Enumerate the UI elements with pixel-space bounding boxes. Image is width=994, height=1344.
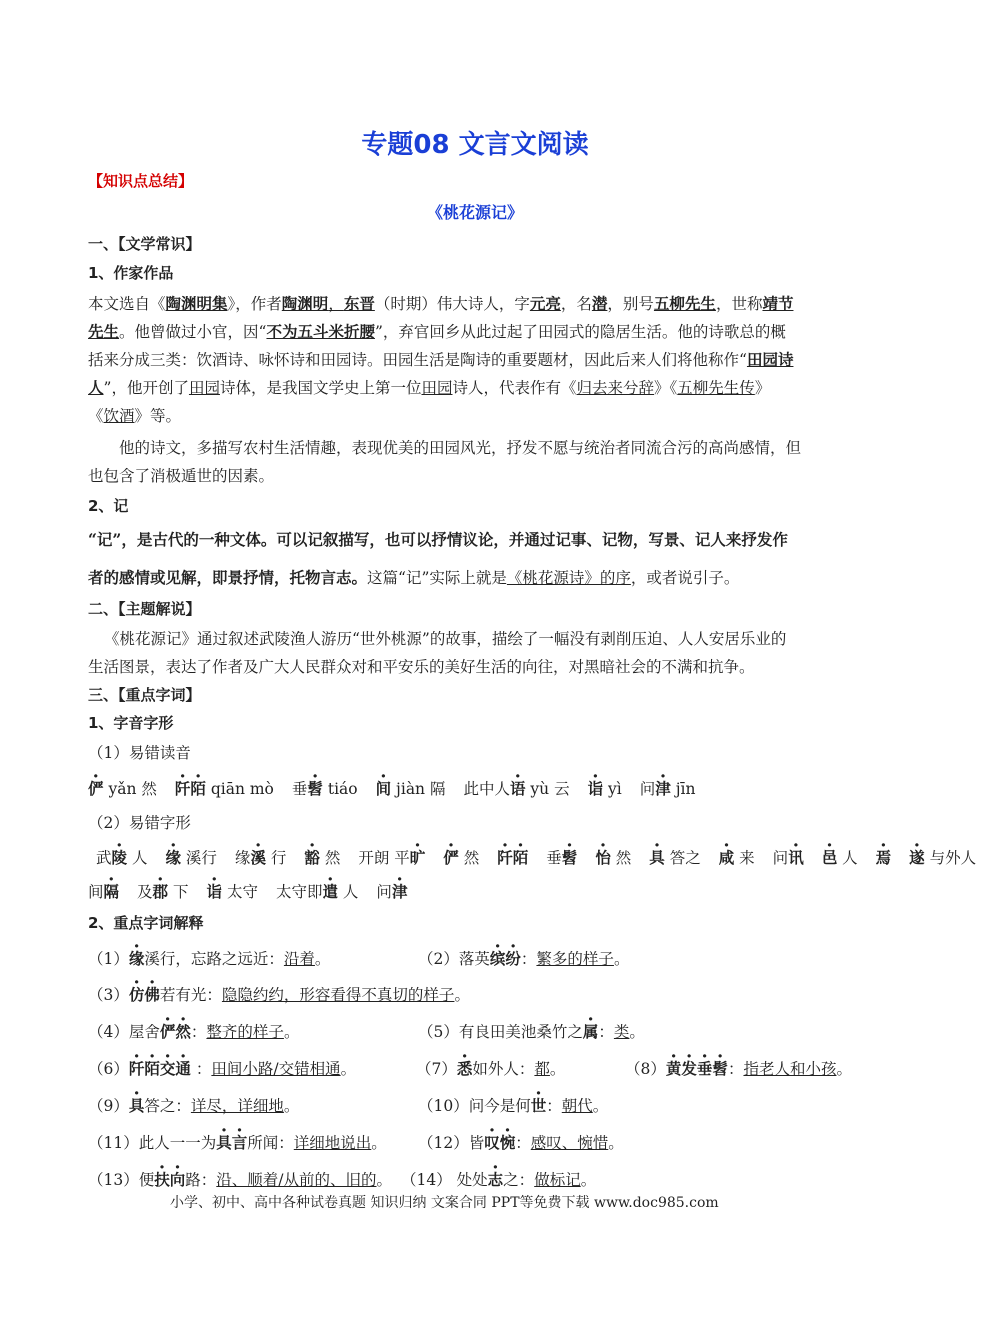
dotted-char: 世 <box>530 1096 547 1115</box>
dotted-char: 缘 <box>128 949 145 968</box>
dotted-char: 津 <box>655 779 671 798</box>
subheading-ji: 2、记 <box>88 497 129 515</box>
definition-end: 。 <box>376 1171 393 1189</box>
dotted-char: 陵 <box>111 848 128 867</box>
definition-prefix: （2）落英 <box>418 950 490 968</box>
word-item <box>175 780 274 798</box>
definition-answer: 指老人和小孩 <box>743 1060 837 1078</box>
definition-answer: 沿、顺着/从前的、旧的 <box>216 1171 377 1189</box>
dotted-char: 言 <box>231 1133 248 1152</box>
word-item <box>358 849 425 867</box>
word-rest: 来 <box>734 849 755 867</box>
word-rest: 然 <box>319 849 341 867</box>
word-item <box>463 780 569 798</box>
dotted-char: 髫 <box>307 779 323 798</box>
definition-mid: ： <box>515 1134 531 1152</box>
definition-end: 。 <box>836 1060 852 1078</box>
dotted-char: 陌 <box>512 848 529 867</box>
dotted-char: 扶 <box>154 1170 170 1189</box>
definition-prefix: （6） <box>88 1060 129 1078</box>
word-prefix: 垂 <box>546 849 562 867</box>
word-rest: 行 <box>265 849 287 867</box>
theme-line2: 生活图景，表达了作者及广大人民群众对和平安乐的美好生活的向往，对黑暗社会的不满和抗争。 <box>88 658 755 676</box>
dotted-char: 讯 <box>788 848 804 867</box>
word-item <box>588 780 622 798</box>
definition-end: 。 <box>580 1171 597 1189</box>
dotted-char: 怡 <box>595 848 611 867</box>
dotted-char: 髫 <box>712 1059 728 1078</box>
definition-end: 。 <box>613 950 630 968</box>
definition-item <box>88 1094 299 1116</box>
subheading-author: 1、作家作品 <box>88 264 174 282</box>
word-item <box>235 849 286 867</box>
word-item <box>88 883 119 901</box>
word-prefix: 间 <box>88 883 104 901</box>
definition-answer: 感叹、惋惜 <box>530 1134 609 1152</box>
word-rest: yǎn 然 <box>103 780 157 798</box>
dotted-char: 具 <box>128 1096 145 1115</box>
dotted-char: 间 <box>375 779 392 798</box>
word-item <box>649 849 700 867</box>
definition-prefix: （14） 处处 <box>401 1171 488 1189</box>
definition-item <box>88 947 330 969</box>
dotted-char: 隔 <box>103 882 120 901</box>
dotted-char: 郡 <box>152 882 169 901</box>
word-item <box>376 883 407 901</box>
dotted-char: 发 <box>681 1059 697 1078</box>
word-item <box>88 780 157 798</box>
dotted-char: 阡 <box>174 779 191 798</box>
dotted-char: 陌 <box>144 1059 160 1078</box>
dotted-char: 豁 <box>304 848 320 867</box>
dotted-char: 志 <box>487 1170 504 1189</box>
dotted-char: 旷 <box>409 848 426 867</box>
definition-item <box>418 947 629 969</box>
definition-item <box>88 983 470 1005</box>
definition-prefix: （9） <box>88 1097 129 1115</box>
definition-item <box>625 1057 852 1079</box>
definition-end: 。 <box>371 1134 387 1152</box>
dotted-char: 交 <box>159 1059 176 1078</box>
word-item <box>165 849 216 867</box>
dotted-char: 悉 <box>456 1059 473 1078</box>
definition-end: 。 <box>283 1023 300 1041</box>
definition-mid: ： <box>598 1023 614 1041</box>
text-title: 《桃花源记》 <box>426 203 523 222</box>
definition-mid: ： <box>190 1023 207 1041</box>
definition-mid: 之： <box>503 1171 535 1189</box>
dotted-char: 遂 <box>909 848 925 867</box>
definition-end: 。 <box>629 1023 645 1041</box>
footer: 小学、初中、高中各种试卷真题 知识归纳 文案合同 PPT等免费下载 www.doc985.com <box>170 1195 719 1211</box>
subheading-pronunciation: 1、字音字形 <box>88 714 174 732</box>
dotted-char: 佛 <box>144 985 160 1004</box>
definition-prefix: （12）皆 <box>418 1134 485 1152</box>
word-item <box>207 883 258 901</box>
heading-literature: 一、【文学常识】 <box>88 235 201 253</box>
definition-end: 。 <box>314 950 331 968</box>
word-item <box>292 780 358 798</box>
dotted-char: 俨 <box>159 1022 176 1041</box>
definition-answer: 类 <box>613 1023 630 1041</box>
word-rest: 然 <box>610 849 632 867</box>
word-rest: qiān mò <box>205 780 274 798</box>
word-rest: 人 <box>127 849 148 867</box>
word-item <box>876 849 892 867</box>
word-item <box>276 883 358 901</box>
word-prefix: 问 <box>376 883 392 901</box>
read-label: （1）易错读音 <box>88 744 191 762</box>
dotted-char: 焉 <box>875 848 892 867</box>
definition-mid: ： <box>520 950 537 968</box>
definition-answer: 都 <box>534 1060 550 1078</box>
dotted-char: 阡 <box>497 848 513 867</box>
dotted-char: 纷 <box>505 949 521 968</box>
definition-answer: 沿着 <box>283 950 315 968</box>
word-item <box>137 883 188 901</box>
definition-answer: 整齐的样子 <box>206 1023 284 1041</box>
dotted-char: 语 <box>509 779 526 798</box>
definition-end: 。 <box>592 1097 609 1115</box>
word-prefix: 问 <box>772 849 789 867</box>
definition-prefix: （11）此人一一为 <box>88 1134 217 1152</box>
word-rest: 与外人 <box>924 849 977 867</box>
dotted-char: 具 <box>649 848 665 867</box>
definition-prefix: （1） <box>88 950 129 968</box>
definition-item <box>401 1168 596 1190</box>
theme-line1: 《桃花源记》通过叙述武陵渔人游历“世外桃源”的故事，描绘了一幅没有剥削压迫、人人安居乐业的 <box>104 630 787 648</box>
word-item <box>595 849 631 867</box>
definition-mid: 若有光： <box>159 986 222 1004</box>
dotted-char: 诣 <box>206 882 223 901</box>
word-item <box>96 849 147 867</box>
definition-mid: 溪行，忘路之远近： <box>144 950 284 968</box>
dotted-char: 溪 <box>250 848 266 867</box>
definition-prefix: （5）有良田美池桑竹之 <box>418 1023 583 1041</box>
word-rest: 太守 <box>222 883 258 901</box>
read-row <box>88 777 713 799</box>
definition-answer: 详尽，详细地 <box>190 1097 284 1115</box>
dotted-char: 黄 <box>665 1059 682 1078</box>
ji-line1: “记”，是古代的一种文体。可以记叙描写，也可以抒情议论，并通过记事、记物，写景、记人来抒发作 <box>88 530 788 549</box>
definition-end: 。 <box>608 1134 624 1152</box>
dotted-char: 俨 <box>443 848 459 867</box>
definition-answer: 朝代 <box>561 1097 593 1115</box>
definition-end: 。 <box>454 986 470 1004</box>
word-item <box>640 780 696 798</box>
definition-answer: 做标记 <box>534 1171 581 1189</box>
definition-item <box>88 1057 356 1079</box>
dotted-char: 邑 <box>821 848 838 867</box>
word-rest: 人 <box>337 883 359 901</box>
word-prefix: 此中人 <box>463 780 510 798</box>
definition-mid: 如外人： <box>472 1060 535 1078</box>
word-item <box>304 849 340 867</box>
word-prefix: 开朗 平 <box>358 849 410 867</box>
dotted-char: 叹 <box>484 1133 500 1152</box>
page-title: 专题08 文言文阅读 <box>361 130 589 160</box>
word-item <box>909 849 976 867</box>
dotted-char: 具 <box>216 1133 232 1152</box>
definition-end: 。 <box>340 1060 357 1078</box>
definition-item <box>88 1020 299 1042</box>
definition-mid: ： <box>727 1060 744 1078</box>
dotted-char: 阡 <box>128 1059 145 1078</box>
dotted-char: 缘 <box>165 848 181 867</box>
author-paragraph-2-line1: 他的诗文，多描写农村生活情趣，表现优美的田园风光，抒发不愿与统治者同流合污的高尚感情，但 <box>119 439 802 457</box>
dotted-char: 津 <box>391 882 408 901</box>
word-prefix: 武 <box>96 849 112 867</box>
word-item <box>546 849 577 867</box>
word-rest: 下 <box>168 883 189 901</box>
word-rest: tiáo <box>322 780 358 798</box>
definition-mid: ： <box>190 1060 212 1078</box>
definition-answer: 隐隐约约，形容看得不真切的样子 <box>221 986 455 1004</box>
dotted-char: 俨 <box>88 779 104 798</box>
word-rest: jīn <box>670 780 696 798</box>
definition-answer: 繁多的样子 <box>536 950 614 968</box>
word-prefix: 问 <box>639 780 656 798</box>
word-item <box>719 849 755 867</box>
definition-mid: 路： <box>185 1171 217 1189</box>
dotted-char: 髫 <box>561 848 578 867</box>
word-rest: 人 <box>837 849 858 867</box>
word-rest: 答之 <box>664 849 701 867</box>
word-prefix: 缘 <box>234 849 251 867</box>
definition-item <box>88 1131 387 1153</box>
definition-end: 。 <box>549 1060 566 1078</box>
definition-prefix: （3） <box>88 986 129 1004</box>
dotted-char: 缤 <box>489 949 506 968</box>
definition-item <box>418 1131 624 1153</box>
word-prefix: 垂 <box>291 780 308 798</box>
word-rest: 溪行 <box>180 849 217 867</box>
heading-theme: 二、【主题解说】 <box>88 600 201 618</box>
definition-answer: 田间小路/交错相通 <box>211 1060 341 1078</box>
definition-mid: 答之： <box>144 1097 191 1115</box>
dotted-char: 垂 <box>696 1059 713 1078</box>
definition-prefix: （7） <box>416 1060 457 1078</box>
dotted-char: 遣 <box>322 882 338 901</box>
shape-row-1 <box>96 846 994 868</box>
definition-prefix: （13）便 <box>88 1171 155 1189</box>
definition-prefix: （10）问今是何 <box>418 1097 531 1115</box>
dotted-char: 咸 <box>718 848 735 867</box>
author-paragraph: 本文选自《陶渊明集》，作者陶渊明，东晋（时期）伟大诗人，字元亮，名潜，别号五柳先生，世称靖节 先生。他曾做过小官，因“不为五斗米折腰”，弃官回乡从此过起了田园式的隐居生活。他的诗歌总的概 括来分成三类：饮酒诗、咏怀诗和田园诗。田园生活是陶诗的重要题材，因此后来人们将他称作“田园诗 人”，他开创了田园诗体，是我国文学史上第一位田园诗人，代表作有《归去来兮辞》《五柳先生传》 《饮酒》等。 <box>88 294 794 425</box>
word-item <box>773 849 804 867</box>
word-rest: 然 <box>458 849 480 867</box>
dotted-char: 诣 <box>587 779 604 798</box>
dotted-char: 仿 <box>128 985 145 1004</box>
shape-row-2 <box>88 880 425 902</box>
definition-mid: ： <box>546 1097 562 1115</box>
heading-keywords: 三、【重点字词】 <box>88 686 201 704</box>
word-item <box>822 849 858 867</box>
definition-item <box>418 1020 645 1042</box>
word-prefix: 及 <box>137 883 153 901</box>
word-item <box>443 849 479 867</box>
word-rest: yì <box>603 780 622 798</box>
definition-mid: 所闻： <box>247 1134 294 1152</box>
word-item <box>376 780 446 798</box>
definition-item <box>416 1057 565 1079</box>
definition-prefix: （8） <box>625 1060 666 1078</box>
definition-item <box>88 1168 392 1190</box>
dotted-char: 属 <box>582 1022 599 1041</box>
summary-tag: 【知识点总结】 <box>88 172 194 190</box>
shape-label: （2）易错字形 <box>88 814 191 832</box>
definition-prefix: （4）屋舍 <box>88 1023 160 1041</box>
definition-item <box>418 1094 608 1116</box>
dotted-char: 向 <box>169 1170 186 1189</box>
definition-answer: 详细地说出 <box>293 1134 372 1152</box>
dotted-char: 陌 <box>190 779 206 798</box>
word-rest: yù 云 <box>525 780 570 798</box>
word-prefix: 太守即 <box>275 883 323 901</box>
dotted-char: 惋 <box>499 1133 516 1152</box>
ji-line2: 者的感情或见解，即景抒情，托物言志。这篇“记”实际上就是《桃花源诗》的序，或者说引子。 <box>88 568 740 587</box>
word-item <box>497 849 528 867</box>
dotted-char: 然 <box>175 1022 191 1041</box>
author-paragraph-2-line2: 也包含了消极遁世的因素。 <box>88 467 275 485</box>
word-rest: jiàn 隔 <box>391 780 446 798</box>
subheading-definitions: 2、重点字词解释 <box>88 914 204 932</box>
dotted-char: 通 <box>175 1059 191 1078</box>
definition-end: 。 <box>283 1097 300 1115</box>
